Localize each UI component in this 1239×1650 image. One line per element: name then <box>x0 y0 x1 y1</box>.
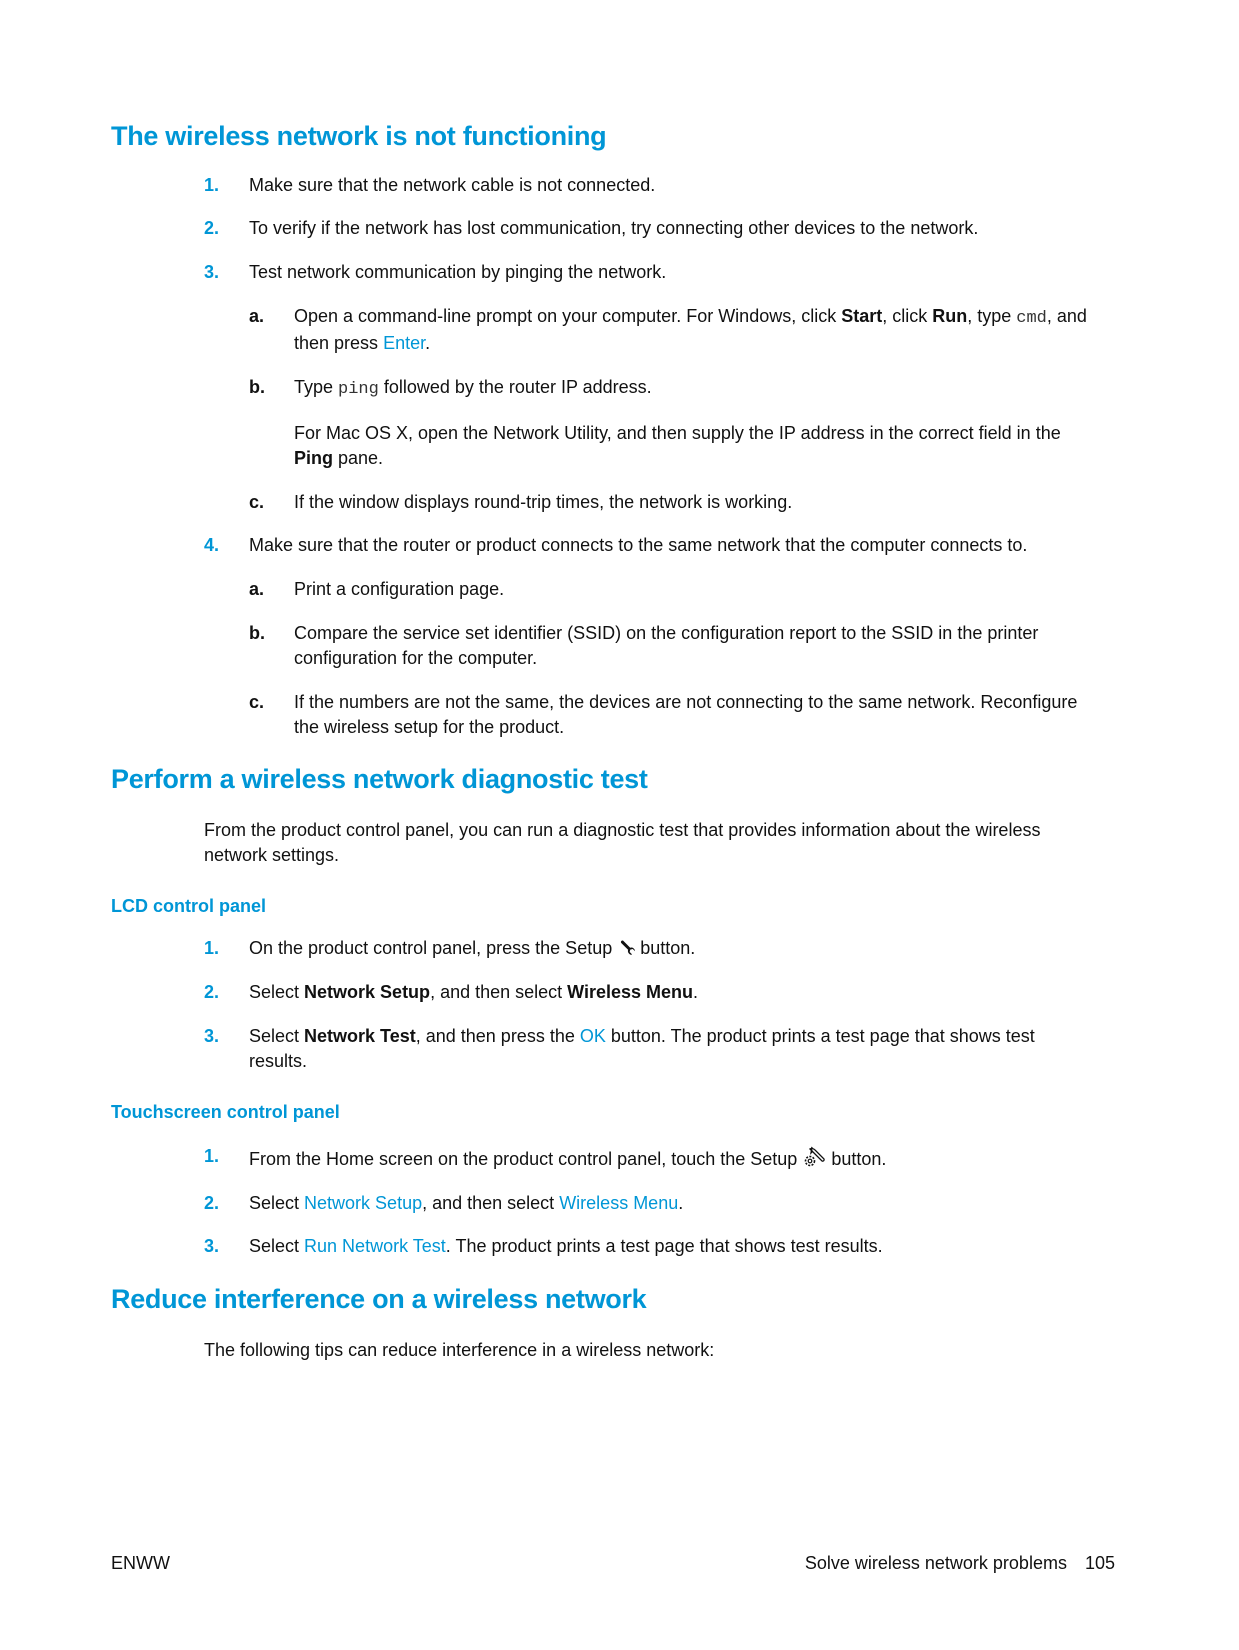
text: . <box>678 1193 684 1213</box>
substep-letter: a. <box>249 306 265 326</box>
text: . <box>425 333 431 353</box>
substep-text: If the window displays round-trip times, the network is working. <box>294 492 793 512</box>
footer-right <box>805 1553 1115 1574</box>
step-text <box>249 1234 883 1258</box>
step-text-cont: results. <box>249 1051 308 1071</box>
substep-text: Print a configuration page. <box>294 579 505 599</box>
step-number: 1. <box>204 938 220 958</box>
start-label: Start <box>841 306 883 326</box>
text: followed by the router IP address. <box>378 377 652 397</box>
network-setup-label: Network Setup <box>304 982 431 1002</box>
setup-gear-wrench-icon <box>802 1149 826 1169</box>
text: . <box>693 982 699 1002</box>
text: button. The product prints a test page that shows test <box>605 1026 1035 1046</box>
substep-text <box>294 304 1087 331</box>
text: button. <box>826 1149 887 1169</box>
cmd-code: cmd <box>1016 309 1047 328</box>
step-number: 2. <box>204 982 220 1002</box>
substep-text-cont <box>294 331 430 355</box>
intro-text-cont: network settings. <box>204 845 340 865</box>
step-number: 1. <box>204 175 220 195</box>
ping-code: ping <box>338 380 379 399</box>
substep-text: If the numbers are not the same, the devices are not connecting to the same network. Reconfigure <box>294 692 1078 712</box>
text: Type <box>294 377 339 397</box>
footer-chapter-title: Solve wireless network problems <box>804 1553 1067 1573</box>
step-number: 2. <box>204 218 220 238</box>
step-text <box>249 1024 1035 1048</box>
text: , type <box>967 306 1017 326</box>
text: Select <box>249 1236 305 1256</box>
step-number: 3. <box>204 1236 220 1256</box>
run-label: Run <box>932 306 968 326</box>
text: . The product prints a test page that shows test results. <box>445 1236 883 1256</box>
step-text: Make sure that the network cable is not connected. <box>249 175 656 195</box>
substep-letter: c. <box>249 692 265 712</box>
substep-note: For Mac OS X, open the Network Utility, and then supply the IP address in the correct field in the <box>294 423 1061 443</box>
enter-key-label: Enter <box>383 333 426 353</box>
text: , and <box>1046 306 1087 326</box>
intro-text: The following tips can reduce interference in a wireless network: <box>204 1340 715 1360</box>
text: then press <box>294 333 384 353</box>
ok-button-label: OK <box>579 1026 606 1046</box>
section-heading: Reduce interference on a wireless network <box>111 1284 647 1314</box>
substep-note-cont <box>294 446 383 470</box>
step-text <box>249 936 695 960</box>
intro-text: From the product control panel, you can run a diagnostic test that provides information about the wireless <box>204 820 1041 840</box>
substep-text <box>294 375 652 402</box>
text: From the Home screen on the product control panel, touch the Setup <box>249 1149 803 1169</box>
text: Select <box>249 982 305 1002</box>
section-heading: Perform a wireless network diagnostic test <box>111 764 648 794</box>
wrench-icon <box>617 938 635 958</box>
section-heading: The wireless network is not functioning <box>111 121 607 151</box>
ping-pane-label: Ping <box>294 448 333 468</box>
substep-text-cont: configuration for the computer. <box>294 648 538 668</box>
text: , and then press the <box>415 1026 580 1046</box>
text: On the product control panel, press the Setup <box>249 938 618 958</box>
step-number: 3. <box>204 262 220 282</box>
step-text <box>249 1191 683 1215</box>
page-number: 105 <box>1084 1553 1115 1573</box>
text: Select <box>249 1193 305 1213</box>
step-text: Make sure that the router or product connects to the same network that the computer connects to. <box>249 535 1028 555</box>
text: , and then select <box>430 982 568 1002</box>
step-number: 1. <box>204 1146 220 1166</box>
substep-text-cont: the wireless setup for the product. <box>294 717 565 737</box>
network-setup-link: Network Setup <box>304 1193 423 1213</box>
substep-letter: b. <box>249 377 265 397</box>
text: button. <box>635 938 696 958</box>
step-text <box>249 980 698 1004</box>
step-number: 2. <box>204 1193 220 1213</box>
substep-letter: b. <box>249 623 265 643</box>
network-test-label: Network Test <box>304 1026 416 1046</box>
text: Open a command-line prompt on your computer. For Windows, click <box>294 306 842 326</box>
run-network-test-link: Run Network Test <box>304 1236 446 1256</box>
text: Select <box>249 1026 305 1046</box>
step-text: To verify if the network has lost communication, try connecting other devices to the network. <box>249 218 979 238</box>
text: , and then select <box>422 1193 560 1213</box>
wireless-menu-link: Wireless Menu <box>559 1193 679 1213</box>
subsection-heading: Touchscreen control panel <box>111 1102 340 1122</box>
step-number: 4. <box>204 535 220 555</box>
wireless-menu-label: Wireless Menu <box>567 982 694 1002</box>
subsection-heading: LCD control panel <box>111 896 267 916</box>
text: pane. <box>333 448 384 468</box>
substep-text: Compare the service set identifier (SSID) on the configuration report to the SSID in the printer <box>294 623 1039 643</box>
substep-letter: a. <box>249 579 265 599</box>
text: , click <box>882 306 933 326</box>
step-text: Test network communication by pinging the network. <box>249 262 667 282</box>
substep-letter: c. <box>249 492 265 512</box>
step-text <box>249 1144 886 1171</box>
footer-left: ENWW <box>111 1553 170 1573</box>
step-number: 3. <box>204 1026 220 1046</box>
